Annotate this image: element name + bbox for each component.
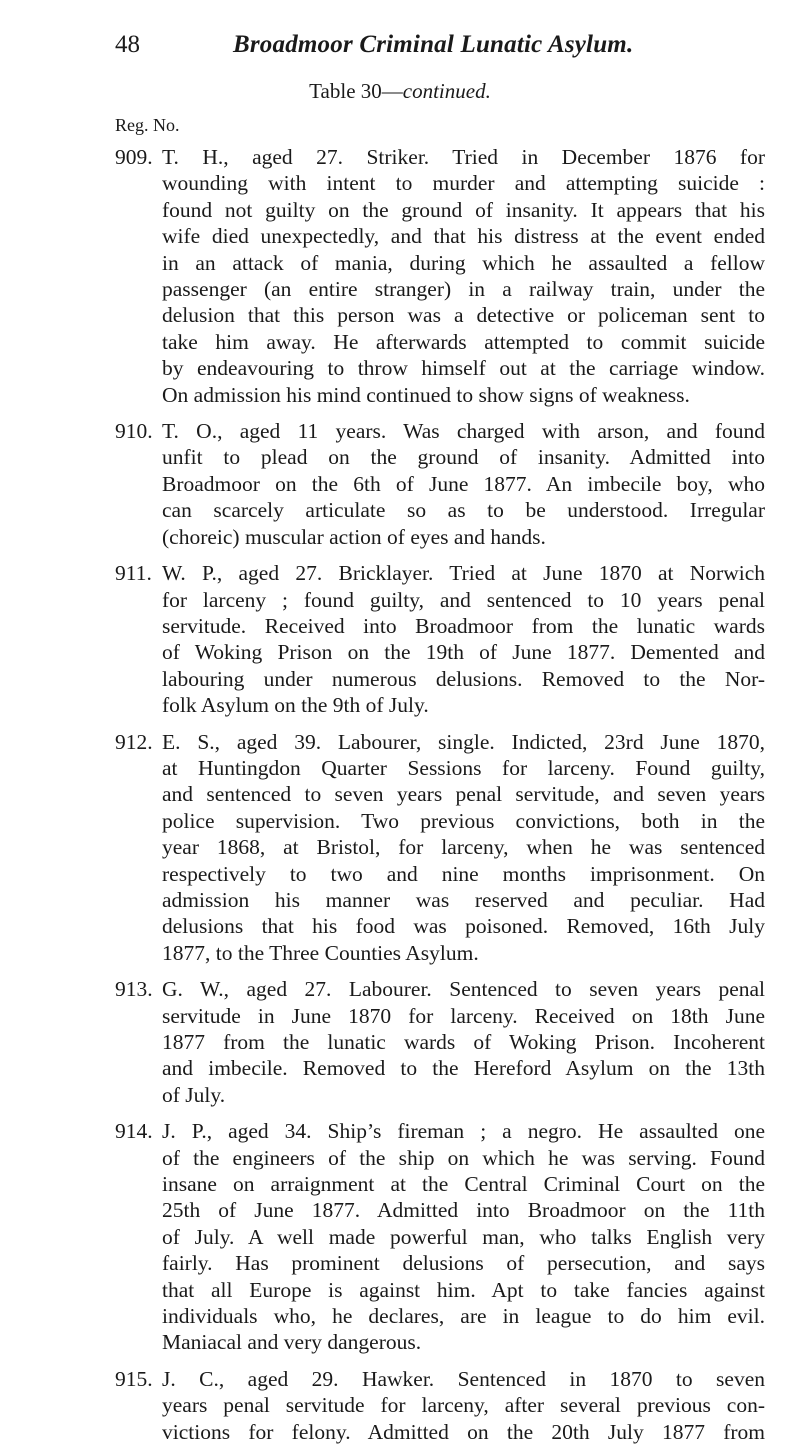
- case-text-line: in an attack of mania, during which he assaulted a fellow: [162, 250, 765, 275]
- case-text-line: On admission his mind continued to show signs of weakness.: [162, 382, 690, 407]
- case-text-line: victions for felony. Admitted on the 20th July 1877 from: [162, 1419, 765, 1444]
- case-text-line: delusion that this person was a detective or policeman sent to: [162, 303, 765, 328]
- case-text-line: by endeavouring to throw himself out at the carriage window.: [162, 356, 765, 381]
- case-text-line: for larceny ; found guilty, and sentenced to 10 years penal: [162, 587, 765, 612]
- case-reg-number: 914.: [115, 1119, 153, 1144]
- case-reg-number: 910.: [115, 419, 153, 444]
- case-text-line: of Woking Prison on the 19th of June 1877. Demented and: [162, 640, 765, 665]
- case-reg-number: 913.: [115, 977, 153, 1002]
- case-text-line: of the engineers of the ship on which he was serving. Found: [162, 1145, 765, 1170]
- case-text-line: fairly. Has prominent delusions of persecution, and says: [162, 1251, 765, 1276]
- case-text-line: Broadmoor on the 6th of June 1877. An imbecile boy, who: [162, 471, 765, 496]
- page-number: 48: [115, 31, 140, 58]
- case-text-line: take him away. He afterwards attempted to commit suicide: [162, 329, 765, 354]
- case-text-line: delusions that his food was poisoned. Removed, 16th July: [162, 914, 765, 939]
- case-text-line: W. P., aged 27. Bricklayer. Tried at June 1870 at Norwich: [162, 561, 765, 586]
- case-text-line: T. H., aged 27. Striker. Tried in December 1876 for: [162, 145, 765, 169]
- case-text-line: E. S., aged 39. Labourer, single. Indicted, 23rd June 1870,: [162, 729, 765, 754]
- case-text-line: found not guilty on the ground of insanity. It appears that his: [162, 197, 765, 222]
- case-reg-number: 915.: [115, 1366, 153, 1391]
- case-text-line: and sentenced to seven years penal servitude, and seven years: [162, 782, 765, 807]
- table-caption: [0, 77, 800, 105]
- table-caption-continued: continued.: [402, 79, 491, 103]
- case-reg-number: 909.: [115, 145, 153, 169]
- case-text-line: J. P., aged 34. Ship’s fireman ; a negro. He assaulted one: [162, 1119, 765, 1144]
- case-entry: [115, 976, 765, 1108]
- case-text-line: servitude. Received into Broadmoor from the lunatic wards: [162, 613, 765, 638]
- case-text-line: that all Europe is against him. Apt to take fancies against: [162, 1277, 765, 1302]
- case-text-line: at Huntingdon Quarter Sessions for larceny. Found guilty,: [162, 755, 765, 780]
- case-text-line: servitude in June 1870 for larceny. Received on 18th June: [162, 1003, 765, 1028]
- case-text-line: respectively to two and nine months imprisonment. On: [162, 861, 765, 886]
- case-text-line: and imbecile. Removed to the Hereford Asylum on the 13th: [162, 1056, 765, 1081]
- case-reg-number: 912.: [115, 729, 153, 754]
- case-text-line: of July.: [162, 1082, 226, 1107]
- case-entry: [115, 144, 765, 408]
- case-entry: [115, 1118, 765, 1356]
- case-text-line: wife died unexpectedly, and that his distress at the event ended: [162, 224, 765, 249]
- case-text-line: 1877, to the Three Counties Asylum.: [162, 940, 479, 965]
- case-text-line: passenger (an entire stranger) in a railway train, under the: [162, 277, 765, 302]
- case-text-line: admission his manner was reserved and peculiar. Had: [162, 887, 765, 912]
- case-text-line: of July. A well made powerful man, who talks English very: [162, 1224, 765, 1249]
- case-text-line: folk Asylum on the 9th of July.: [162, 693, 429, 718]
- case-text-line: unfit to plead on the ground of insanity. Admitted into: [162, 445, 765, 470]
- case-text-line: police supervision. Two previous convictions, both in the: [162, 808, 765, 833]
- table-caption-label: Table 30—: [309, 79, 403, 103]
- case-text-line: insane on arraignment at the Central Criminal Court on the: [162, 1172, 765, 1197]
- header-title: Broadmoor Criminal Lunatic Asylum.: [233, 31, 634, 58]
- case-entries: [115, 144, 765, 1455]
- case-text-line: 25th of June 1877. Admitted into Broadmoor on the 11th: [162, 1198, 765, 1223]
- case-text-line: individuals who, he declares, are in league to do him evil.: [162, 1304, 765, 1329]
- case-text-line: year 1868, at Bristol, for larceny, when he was sentenced: [162, 835, 765, 860]
- case-entry: [115, 560, 765, 718]
- case-text-line: (choreic) muscular action of eyes and hands.: [162, 524, 546, 549]
- case-text-line: Maniacal and very dangerous.: [162, 1330, 422, 1355]
- case-text-line: years penal servitude for larceny, after several previous con-: [162, 1393, 765, 1418]
- case-text-line: 1877 from the lunatic wards of Woking Prison. Incoherent: [162, 1030, 765, 1054]
- case-reg-number: 911.: [115, 561, 152, 586]
- reg-number-heading: Reg. No.: [115, 115, 180, 135]
- case-text-line: wounding with intent to murder and attempting suicide :: [162, 171, 765, 196]
- case-entry: [115, 418, 765, 550]
- running-head: [115, 28, 675, 62]
- case-entry: [115, 729, 765, 967]
- case-entry: [115, 1366, 765, 1445]
- case-text-line: G. W., aged 27. Labourer. Sentenced to seven years penal: [162, 977, 765, 1002]
- case-text-line: can scarcely articulate so as to be understood. Irregular: [162, 498, 765, 523]
- case-text-line: labouring under numerous delusions. Removed to the Nor-: [162, 666, 765, 691]
- case-text-line: J. C., aged 29. Hawker. Sentenced in 1870 to seven: [162, 1366, 765, 1391]
- case-text-line: T. O., aged 11 years. Was charged with arson, and found: [162, 419, 765, 444]
